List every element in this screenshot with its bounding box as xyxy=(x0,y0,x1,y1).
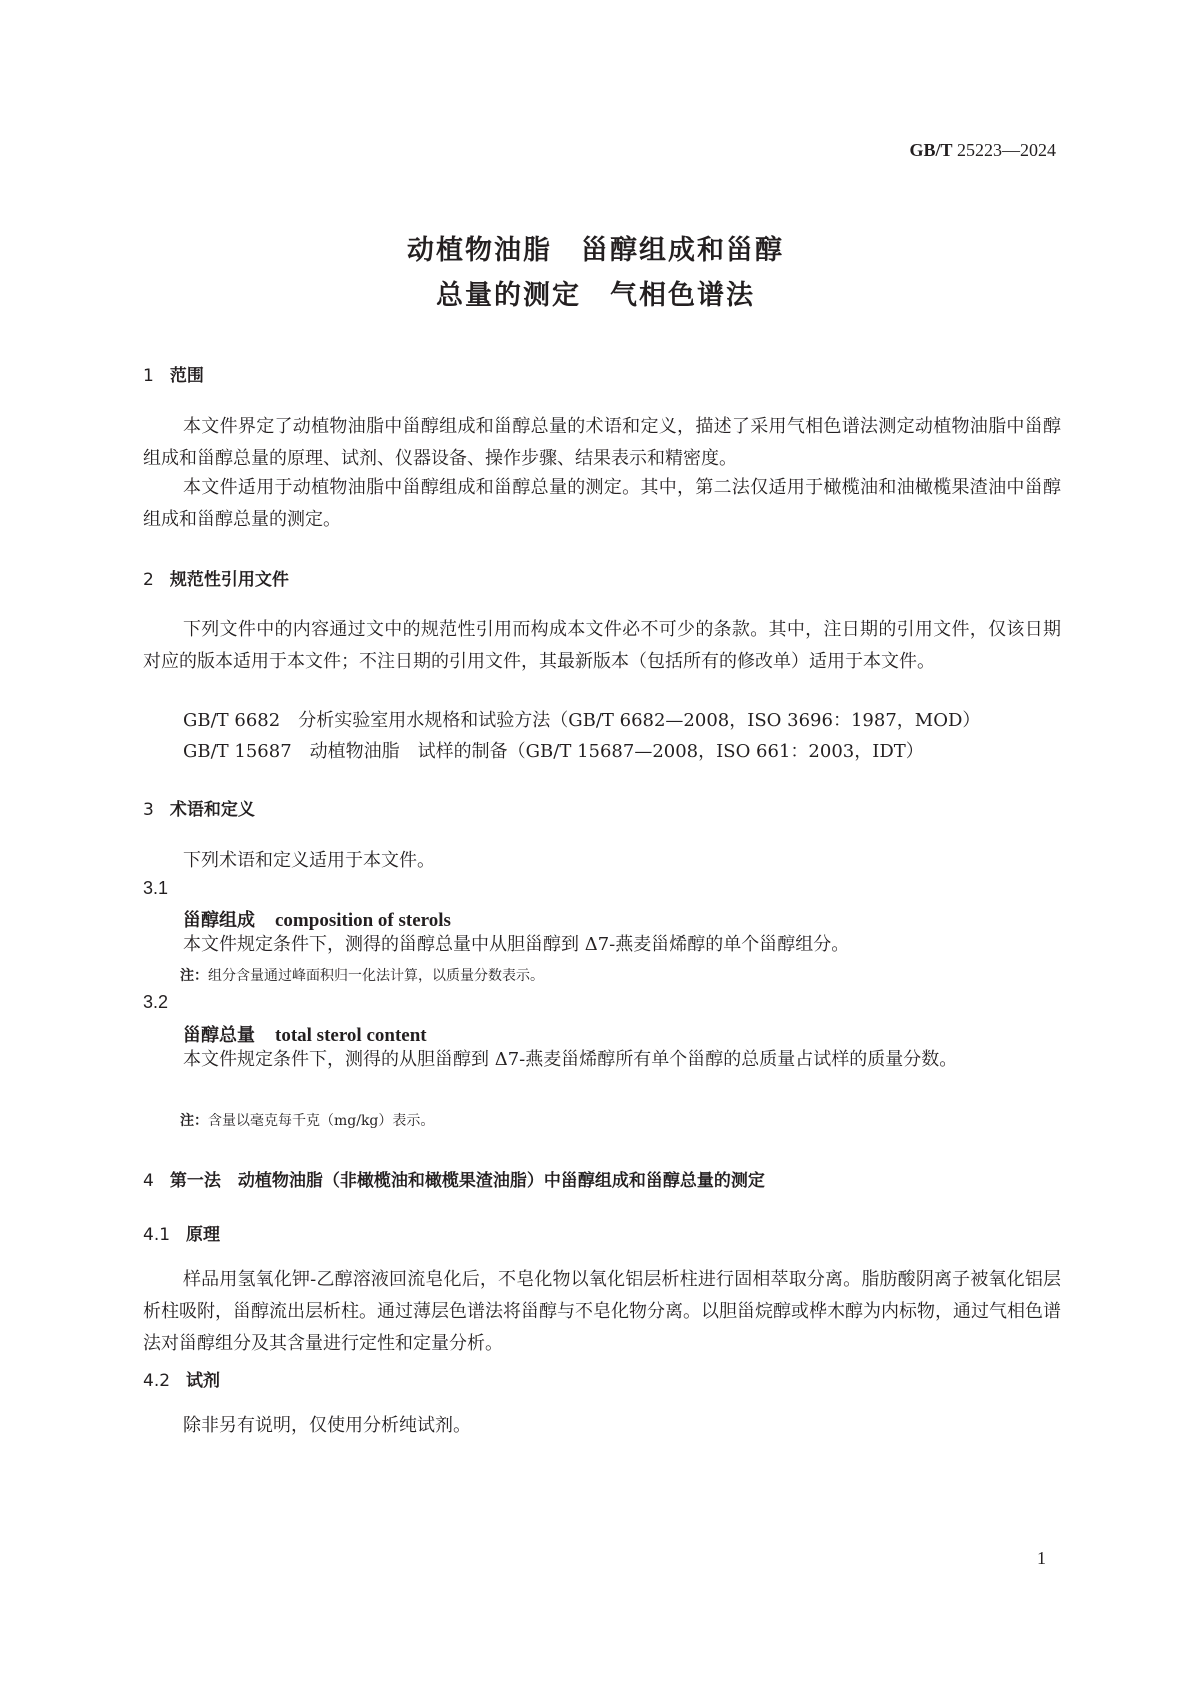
section-4-2-title: 试剂 xyxy=(186,1371,221,1391)
section-3-heading xyxy=(143,795,255,820)
section-2-paragraph-1: 下列文件中的内容通过文中的规范性引用而构成本文件必不可少的条款。其中，注日期的引用文件，仅该日期对应的版本适用于本文件；不注日期的引用文件，其最新版本（包括所有的修改单）适用于本文件。 xyxy=(143,619,1061,672)
section-4-1-number: 4.1 xyxy=(143,1225,171,1245)
section-1-heading xyxy=(143,361,204,386)
term-3-2-number: 3.2 xyxy=(143,992,169,1012)
reference-code: GB/T 6682 xyxy=(183,710,281,731)
section-4-title: 第一法 动植物油脂（非橄榄油和橄榄果渣油脂）中甾醇组成和甾醇总量的测定 xyxy=(169,1171,765,1191)
standard-number: 25223—2024 xyxy=(957,140,1056,160)
term-3-1-number: 3.1 xyxy=(143,878,169,898)
section-4-heading xyxy=(143,1166,765,1191)
term-3-2-chinese: 甾醇总量 xyxy=(183,1025,255,1046)
reference-title: 分析实验室用水规格和试验方法（GB/T 6682—2008，ISO 3696：1987，MOD） xyxy=(298,710,981,731)
section-4-1-heading xyxy=(143,1220,220,1245)
section-4-2-number: 4.2 xyxy=(143,1371,171,1391)
document-title-line2: 总量的测定 气相色谱法 xyxy=(436,280,755,311)
section-3-number: 3 xyxy=(143,800,154,820)
term-3-2-definition: 本文件规定条件下，测得的从胆甾醇到 Δ7-燕麦甾烯醇所有单个甾醇的总质量占试样的质量分数。 xyxy=(183,1049,958,1070)
standard-prefix: GB/T xyxy=(909,140,953,160)
term-3-2-note xyxy=(180,1110,434,1130)
note-label: 注： xyxy=(180,1113,208,1129)
section-3-title: 术语和定义 xyxy=(169,800,255,820)
term-3-1-note xyxy=(180,965,544,985)
section-1-number: 1 xyxy=(143,366,154,386)
section-2-heading xyxy=(143,565,289,590)
term-3-2-english: total sterol content xyxy=(275,1025,427,1046)
term-3-1-chinese: 甾醇组成 xyxy=(183,910,255,931)
section-2-number: 2 xyxy=(143,570,154,590)
term-3-1-definition: 本文件规定条件下，测得的甾醇总量中从胆甾醇到 Δ7-燕麦甾烯醇的单个甾醇组分。 xyxy=(183,934,850,955)
document-title-line1: 动植物油脂 甾醇组成和甾醇 xyxy=(407,235,784,266)
reference-code: GB/T 15687 xyxy=(183,741,292,762)
section-4-2-heading xyxy=(143,1366,220,1391)
normative-reference xyxy=(183,737,924,763)
page-number: 1 xyxy=(1037,1548,1046,1568)
reference-title: 动植物油脂 试样的制备（GB/T 15687—2008，ISO 661：2003，IDT） xyxy=(309,741,924,762)
section-4-2-paragraph: 除非另有说明，仅使用分析纯试剂。 xyxy=(183,1415,471,1436)
section-1-paragraph-1: 本文件界定了动植物油脂中甾醇组成和甾醇总量的术语和定义，描述了采用气相色谱法测定动植物油脂中甾醇组成和甾醇总量的原理、试剂、仪器设备、操作步骤、结果表示和精密度。 xyxy=(143,416,1061,469)
section-2-title: 规范性引用文件 xyxy=(169,570,289,590)
section-4-1-title: 原理 xyxy=(186,1225,221,1245)
note-text: 含量以毫克每千克（mg/kg）表示。 xyxy=(208,1113,435,1129)
note-label: 注： xyxy=(180,968,208,984)
note-text: 组分含量通过峰面积归一化法计算，以质量分数表示。 xyxy=(208,968,544,984)
normative-reference xyxy=(183,706,980,732)
section-1-title: 范围 xyxy=(169,366,204,386)
section-3-paragraph-1: 下列术语和定义适用于本文件。 xyxy=(183,850,435,871)
term-3-1-english: composition of sterols xyxy=(275,910,451,931)
section-1-paragraph-2: 本文件适用于动植物油脂中甾醇组成和甾醇总量的测定。其中，第二法仅适用于橄榄油和油橄榄果渣油中甾醇组成和甾醇总量的测定。 xyxy=(143,477,1061,530)
section-4-number: 4 xyxy=(143,1171,154,1191)
standard-code xyxy=(909,140,1056,161)
section-4-1-paragraph: 样品用氢氧化钾-乙醇溶液回流皂化后，不皂化物以氧化铝层析柱进行固相萃取分离。脂肪酸阴离子被氧化铝层析柱吸附，甾醇流出层析柱。通过薄层色谱法将甾醇与不皂化物分离。以胆甾烷醇或桦木醇为内标物，通过气相色谱法对甾醇组分及其含量进行定性和定量分析。 xyxy=(143,1269,1061,1354)
